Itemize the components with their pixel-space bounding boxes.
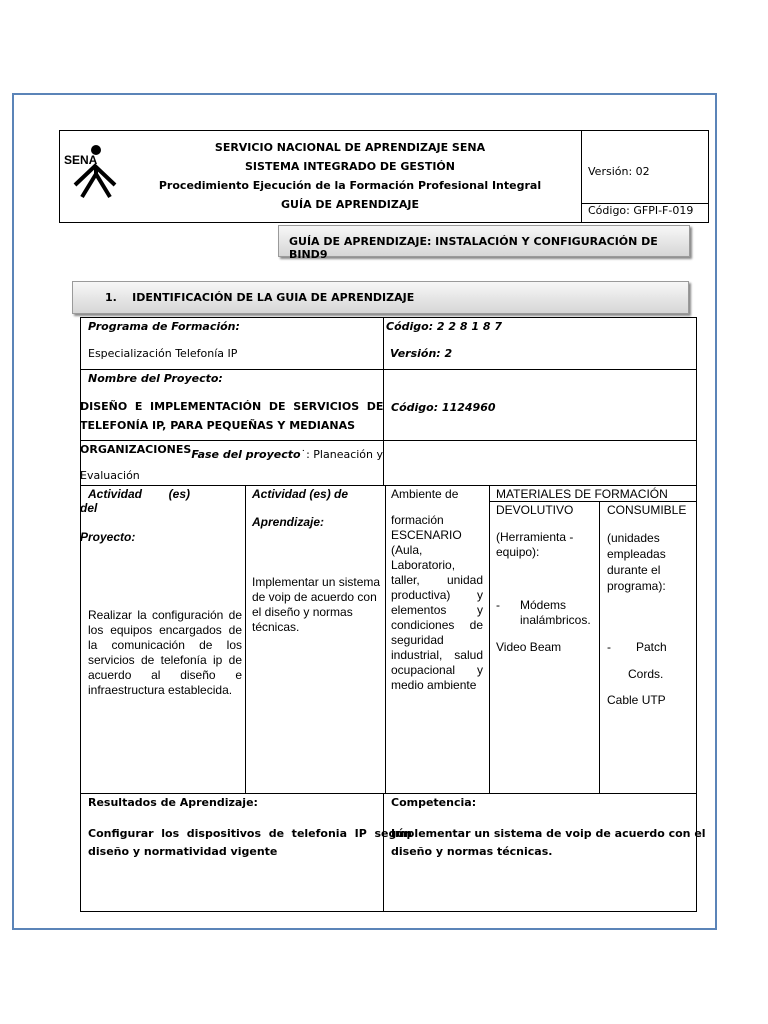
header-line-2: SISTEMA INTEGRADO DE GESTIÓN [245, 160, 455, 173]
devolutivo-header: DEVOLUTIVO [496, 503, 574, 517]
competence-value-2: diseño y normas técnicas. [391, 845, 553, 858]
learning-results-value-1: Configurar los dispositivos de telefonia IP según [88, 827, 413, 840]
competence-value-1: Implementar un sistema de voip de acuerdo con el [391, 827, 706, 840]
devolutivo-item-2: Video Beam [496, 640, 562, 654]
section-1-banner [72, 281, 689, 314]
section-number: 1. [105, 291, 117, 304]
sena-logo-text: SENA [64, 153, 98, 167]
program-label: Programa de Formación: [88, 320, 240, 333]
phase-line [80, 443, 384, 461]
project-value-line-1: DISEÑO E IMPLEMENTACIÓN DE SERVICIOS DE [80, 400, 384, 413]
header-code: Código: GFPI-F-019 [588, 204, 694, 217]
project-code: Código: 1124960 [391, 401, 496, 414]
devolutivo-item-1: Módems inalámbricos. [520, 598, 591, 627]
sena-logo-icon [66, 141, 120, 199]
phase-label: Fase del proyecto [191, 448, 301, 461]
header-line-3: Procedimiento Ejecución de la Formación Profesional Integral [158, 179, 542, 192]
learning-results-label: Resultados de Aprendizaje: [88, 796, 258, 809]
program-value: Especialización Telefonía IP [88, 347, 238, 360]
organizations-label: ORGANIZACIONES [80, 443, 192, 456]
consumible-item-1-dash: - [607, 640, 611, 654]
consumible-item-2: Cable UTP [607, 693, 666, 707]
environment-label-1: Ambiente de [391, 487, 459, 501]
learning-results-value-2: diseño y normatividad vigente [88, 845, 278, 858]
project-activity-label-3: Proyecto: [80, 530, 136, 544]
program-code: Código: 2 2 8 1 8 7 [386, 320, 503, 333]
learning-activity-value: Implementar un sistema de voip de acuerdo con el diseño y normas técnicas. [252, 575, 381, 634]
phase-value-line-2: Evaluación [80, 469, 140, 482]
consumible-item-1a: Patch [636, 640, 667, 654]
consumible-item-1b: Cords. [628, 667, 664, 681]
project-activity-label-2: del [80, 501, 98, 515]
competence-label: Competencia: [391, 796, 477, 809]
header-line-1: SERVICIO NACIONAL DE APRENDIZAJE SENA [214, 141, 486, 154]
header-line-4: GUÍA DE APRENDIZAJE [281, 198, 419, 211]
devolutivo-subtitle: (Herramienta - equipo): [496, 530, 574, 559]
devolutivo-item-1-dash: - [496, 598, 500, 612]
program-version: Versión: 2 [390, 347, 453, 360]
materials-header: MATERIALES DE FORMACIÓN [496, 487, 668, 501]
learning-activity-label-2: Aprendizaje: [252, 515, 325, 529]
project-label: Nombre del Proyecto: [88, 372, 223, 385]
project-activity-value: Realizar la configuración de los equipos encargados de la comunicación de los servicios de telefonía ip de acuerdo al diseño e infraestructura establecida. [88, 608, 242, 697]
phase-value: ˙: Planeación y [300, 448, 384, 461]
project-value-line-2: TELEFONÍA IP, PARA PEQUEÑAS Y MEDIANAS [80, 419, 356, 432]
learning-activity-label-1: Actividad (es) de [252, 487, 349, 501]
header-divider-vertical [581, 131, 582, 222]
consumible-header: CONSUMIBLE [607, 503, 687, 517]
section-title: IDENTIFICACIÓN DE LA GUIA DE APRENDIZAJE [132, 291, 415, 304]
document-header [59, 130, 709, 223]
header-version: Versión: 02 [588, 165, 650, 178]
environment-value: formación ESCENARIO (Aula, Laboratorio, taller, unidad productiva) y elementos y condiciones de seguridad industrial, salud ocupacional y medio ambiente [391, 513, 483, 692]
guide-title-banner: GUÍA DE APRENDIZAJE: INSTALACIÓN Y CONFIGURACIÓN DE BIND9 [278, 225, 690, 257]
project-activity-label-1: Actividad (es) [88, 487, 191, 501]
consumible-subtitle: (unidades empleadas durante el programa): [607, 531, 666, 593]
